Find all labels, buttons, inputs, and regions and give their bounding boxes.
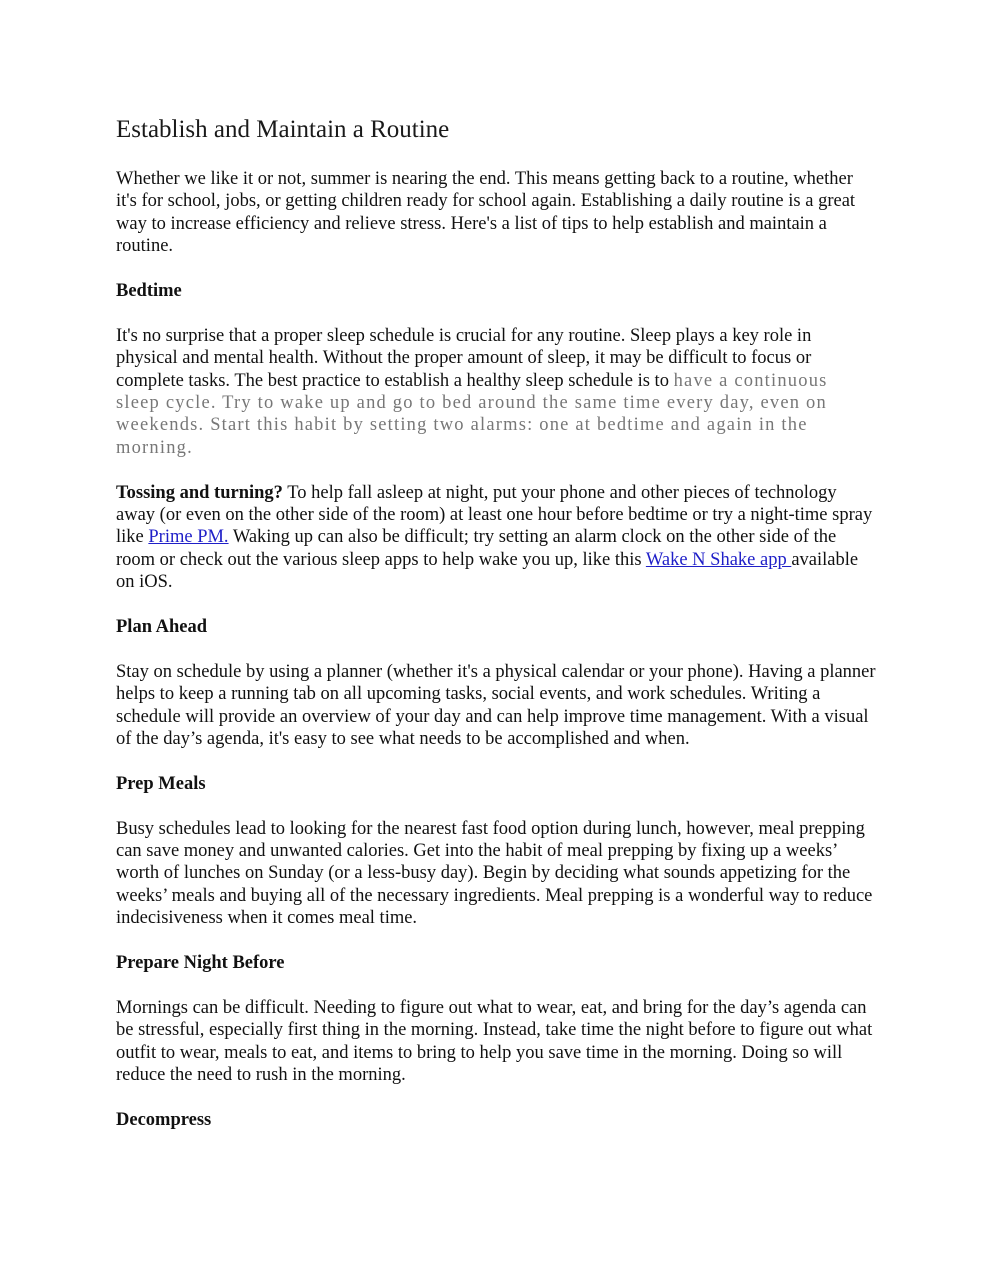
heading-prep-meals: Prep Meals <box>116 773 206 794</box>
heading-prepare-night-before: Prepare Night Before <box>116 953 285 974</box>
tossing-paragraph <box>116 482 876 594</box>
bedtime-paragraph <box>116 325 876 459</box>
bedtime-text: It's no surprise that a proper sleep schedule is crucial for any routine. Sleep plays a key role in physical and mental health. Without the proper amount of sleep, it may be difficult to focus or complete tasks. The best practice to establish a healthy sleep schedule is to <box>116 325 812 391</box>
tossing-lead: Tossing and turning? <box>116 482 283 503</box>
heading-bedtime: Bedtime <box>116 281 182 302</box>
wake-n-shake-link[interactable]: Wake N Shake app <box>645 549 792 570</box>
prime-pm-link[interactable]: Prime PM. <box>148 527 229 548</box>
document-page <box>116 112 876 1154</box>
prepare-night-paragraph: Mornings can be difficult. Needing to figure out what to wear, eat, and bring for the day’s agenda can be stressful, especially first thing in the morning. Instead, take time the night before to figure out what outfit to wear, meals to eat, and items to bring to help you save time in the morning. Doing so will reduce the need to rush in the morning. <box>116 997 873 1086</box>
tossing-text-1: To help fall asleep at night, put your phone and other pieces of technology away (or even on the other side of the room) at least one hour before bedtime or try a night-time spray like <box>116 482 873 548</box>
prep-meals-paragraph: Busy schedules lead to looking for the nearest fast food option during lunch, however, meal prepping can save money and unwanted calories. Get into the habit of meal prepping by fixing up a weeks’ worth of lunches on Sunday (or a less-busy day). Begin by deciding what sounds appetizing for the weeks’ meals and buying all of the necessary ingredients. Meal prepping is a wonderful way to reduce indecisiveness when it comes meal time. <box>116 818 873 929</box>
heading-plan-ahead: Plan Ahead <box>116 617 207 638</box>
tossing-text-3: available on iOS. <box>116 549 859 593</box>
tossing-text-2: Waking up can also be difficult; try setting an alarm clock on the other side of the room or check out the various sleep apps to help wake you up, like this <box>116 527 837 570</box>
page-title: Establish and Maintain a Routine <box>116 116 450 143</box>
bedtime-highlight: have a continuous sleep cycle. Try to wake up and go to bed around the same time every day, even on weekends. Start this habit by setting two alarms: one at bedtime and again in the morning. <box>116 370 828 458</box>
plan-ahead-paragraph: Stay on schedule by using a planner (whether it's a physical calendar or your phone). Having a planner helps to keep a running tab on all upcoming tasks, social events, and work schedules. Writing a schedule will provide an overview of your day and can help improve time management. With a visual of the day’s agenda, it's easy to see what needs to be accomplished and when. <box>116 661 876 750</box>
heading-decompress: Decompress <box>116 1109 212 1130</box>
intro-paragraph: Whether we like it or not, summer is nearing the end. This means getting back to a routine, whether it's for school, jobs, or getting children ready for school again. Establishing a daily routine is a great way to increase efficiency and relieve stress. Here's a list of tips to help establish and maintain a routine. <box>116 169 856 257</box>
